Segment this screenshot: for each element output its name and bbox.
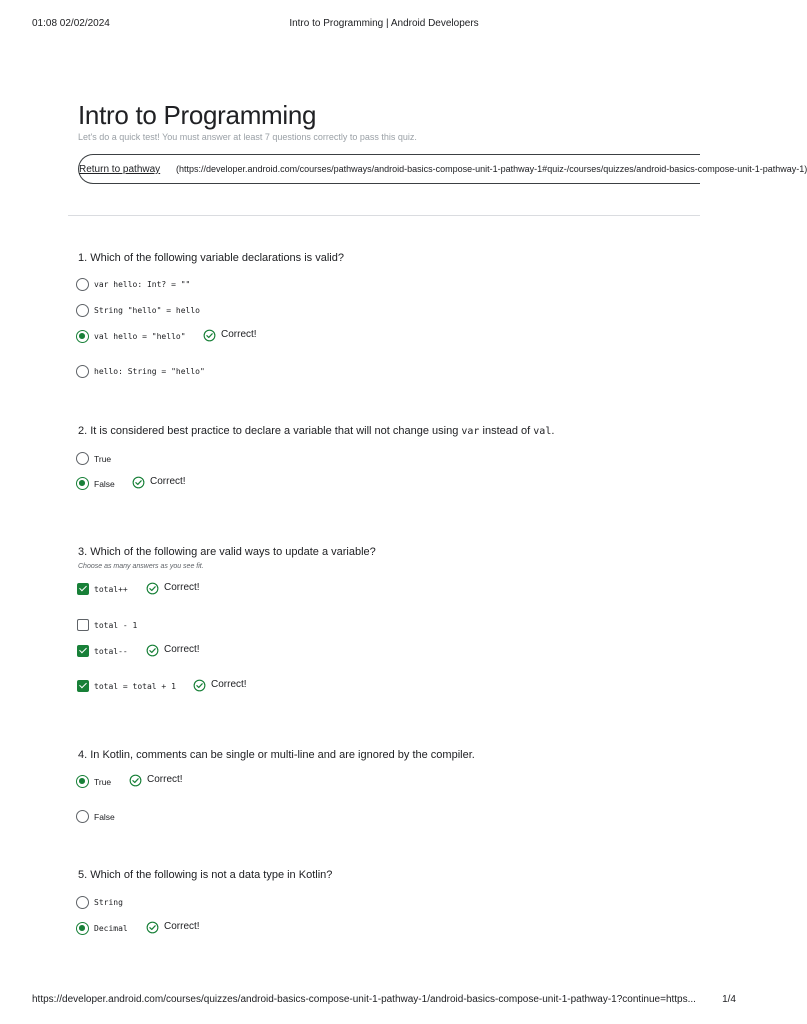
option-label: var hello: Int? = "" <box>94 280 191 289</box>
option-label: total++ <box>94 585 128 594</box>
option-label: False <box>94 479 115 489</box>
radio-button[interactable] <box>76 304 89 317</box>
option-label: True <box>94 454 112 464</box>
question-3-option-2[interactable] <box>76 618 376 634</box>
question-1-option-2[interactable] <box>76 303 376 319</box>
check-circle-icon <box>132 476 145 489</box>
option-label: hello: String = "hello" <box>94 367 205 376</box>
check-circle-icon <box>129 774 142 787</box>
checkbox[interactable] <box>77 619 89 631</box>
option-label: total - 1 <box>94 621 138 630</box>
print-timestamp: 01:08 02/02/2024 <box>32 18 110 29</box>
question-3-option-3[interactable] <box>76 644 376 660</box>
correct-label: Correct! <box>221 329 257 340</box>
question-4-option-false[interactable] <box>76 809 376 825</box>
return-to-pathway-button[interactable] <box>78 154 807 184</box>
question-5-title: 5. Which of the following is not a data type in Kotlin? <box>78 869 333 881</box>
option-label: val hello = "hello" <box>94 332 186 341</box>
correct-label: Correct! <box>164 644 200 655</box>
radio-button-selected[interactable] <box>76 477 89 490</box>
question-2-option-false[interactable] <box>76 476 376 492</box>
question-3-hint: Choose as many answers as you see fit. <box>78 563 204 570</box>
check-circle-icon <box>146 582 159 595</box>
radio-button-selected[interactable] <box>76 922 89 935</box>
checkbox-checked[interactable] <box>77 645 89 657</box>
print-footer-url: https://developer.android.com/courses/quizzes/android-basics-compose-unit-1-pathway-1/android-basics-compose-unit-1-pathway-1?continue=https... <box>32 994 696 1005</box>
question-1-option-4[interactable] <box>76 364 376 380</box>
question-3-option-1[interactable] <box>76 582 376 598</box>
option-label: True <box>94 777 112 787</box>
option-label: False <box>94 812 115 822</box>
correct-label: Correct! <box>164 582 200 593</box>
check-circle-icon <box>146 644 159 657</box>
question-1-option-3[interactable] <box>76 329 376 345</box>
question-5-option-2[interactable] <box>76 921 376 937</box>
correct-label: Correct! <box>150 476 186 487</box>
question-2-text-post: . <box>551 425 555 437</box>
question-2-option-true[interactable] <box>76 451 376 467</box>
quiz-subtitle: Let's do a quick test! You must answer at least 7 questions correctly to pass this quiz. <box>78 132 417 142</box>
return-to-pathway-link[interactable]: Return to pathway <box>79 164 161 175</box>
question-1-title: 1. Which of the following variable declarations is valid? <box>78 252 344 264</box>
question-5-option-1[interactable] <box>76 895 376 911</box>
option-label: Decimal <box>94 924 128 933</box>
check-circle-icon <box>203 329 216 342</box>
question-2-code-var: var <box>461 426 480 437</box>
page-title: Intro to Programming <box>78 100 317 130</box>
question-2-text-mid: instead of <box>479 425 534 437</box>
option-label: String "hello" = hello <box>94 306 200 315</box>
checkbox-checked[interactable] <box>77 583 89 595</box>
print-page-title: Intro to Programming | Android Developers <box>289 18 479 29</box>
check-circle-icon <box>193 679 206 692</box>
radio-button[interactable] <box>76 452 89 465</box>
divider <box>68 215 700 216</box>
radio-button[interactable] <box>76 896 89 909</box>
question-2-text-pre: 2. It is considered best practice to declare a variable that will not change using <box>78 425 462 437</box>
checkbox-checked[interactable] <box>77 680 89 692</box>
radio-button[interactable] <box>76 365 89 378</box>
print-header <box>0 18 768 32</box>
radio-button[interactable] <box>76 278 89 291</box>
return-to-pathway-url: (https://developer.android.com/courses/pathways/android-basics-compose-unit-1-pathway-1#quiz-/courses/quizzes/android-basics-compose-unit-1-pathway-1) <box>176 164 807 174</box>
option-label: total = total + 1 <box>94 682 176 691</box>
question-4-option-true[interactable] <box>76 774 376 790</box>
radio-button-selected[interactable] <box>76 775 89 788</box>
question-3-title: 3. Which of the following are valid ways to update a variable? <box>78 546 376 558</box>
question-2-title <box>78 425 554 437</box>
correct-label: Correct! <box>147 774 183 785</box>
correct-label: Correct! <box>164 921 200 932</box>
option-label: total-- <box>94 647 128 656</box>
radio-button[interactable] <box>76 810 89 823</box>
print-page-number: 1/4 <box>722 994 736 1005</box>
question-2-code-val: val <box>533 426 552 437</box>
radio-button-selected[interactable] <box>76 330 89 343</box>
question-3-option-4[interactable] <box>76 679 376 695</box>
check-circle-icon <box>146 921 159 934</box>
option-label: String <box>94 898 123 907</box>
correct-label: Correct! <box>211 679 247 690</box>
question-1-option-1[interactable] <box>76 277 376 293</box>
question-4-title: 4. In Kotlin, comments can be single or multi-line and are ignored by the compiler. <box>78 749 475 761</box>
